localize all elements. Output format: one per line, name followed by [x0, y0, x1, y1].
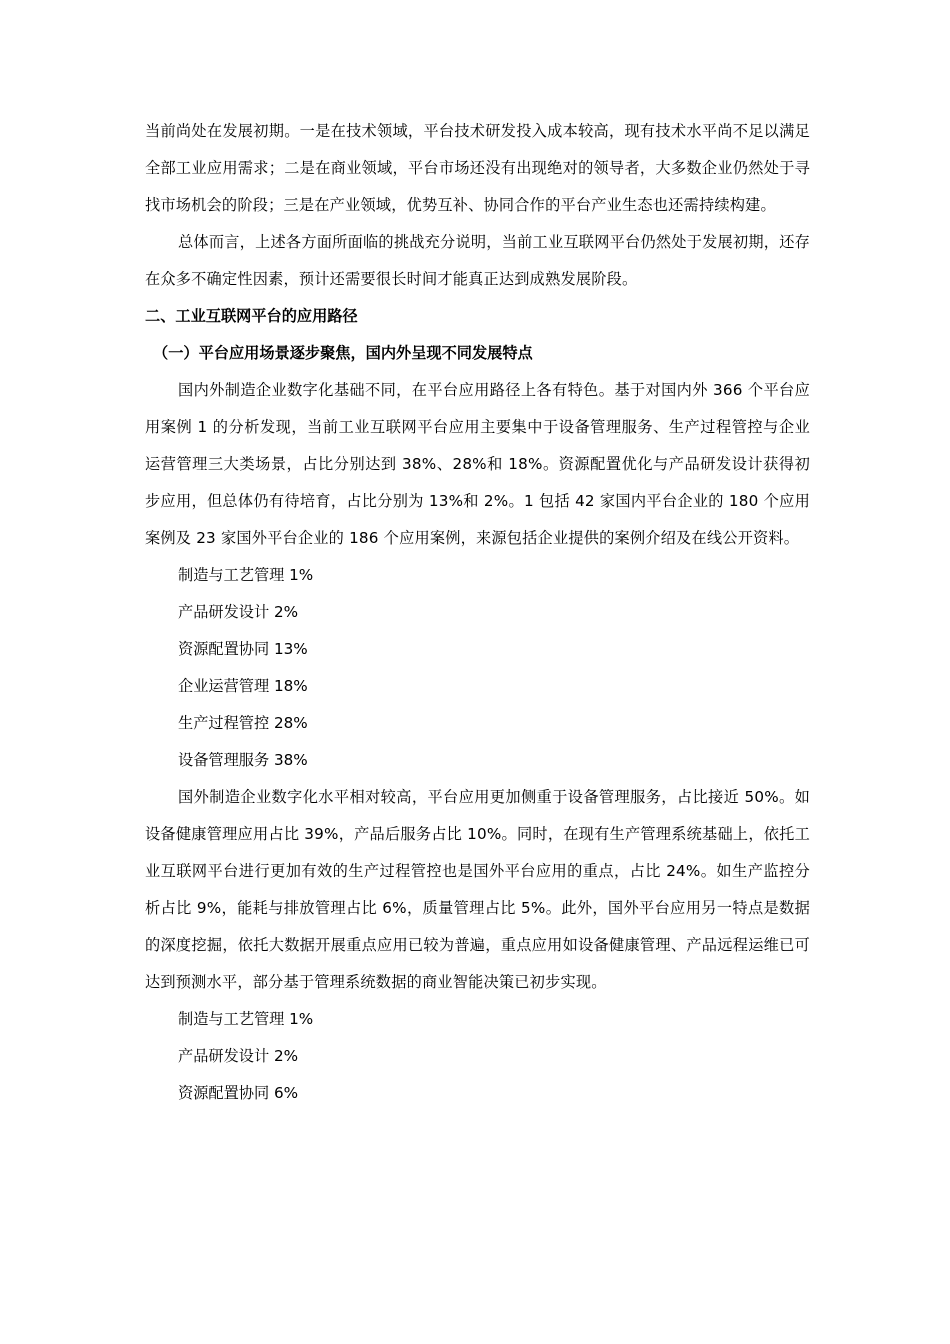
list-item: 产品研发设计 2%	[178, 1047, 299, 1065]
paragraph-challenges: 当前尚处在发展初期。一是在技术领域，平台技术研发投入成本较高，现有技术水平尚不足以满足全部工业应用需求；二是在商业领域，平台市场还没有出现绝对的领导者，大多数企业仍然处于寻找市场机会的阶段；三是在产业领域，优势互补、协同合作的平台产业生态也还需持续构建。	[145, 122, 810, 214]
list-item: 企业运营管理 18%	[178, 677, 308, 695]
list-item: 资源配置协同 6%	[178, 1084, 299, 1102]
list-item: 制造与工艺管理 1%	[178, 1010, 314, 1028]
list-item: 制造与工艺管理 1%	[178, 566, 314, 584]
list-item: 资源配置协同 13%	[178, 640, 308, 658]
document-page	[145, 113, 810, 1112]
subsection-heading: （一）平台应用场景逐步聚焦，国内外呈现不同发展特点	[153, 344, 533, 362]
list-item: 设备管理服务 38%	[178, 751, 308, 769]
section-heading: 二、工业互联网平台的应用路径	[145, 307, 358, 325]
list-item: 产品研发设计 2%	[178, 603, 299, 621]
paragraph-foreign-analysis: 国外制造企业数字化水平相对较高，平台应用更加侧重于设备管理服务，占比接近 50%。如设备健康管理应用占比 39%，产品后服务占比 10%。同时，在现有生产管理系统基础上，依托工业互联网平台进行更加有效的生产过程管控也是国外平台应用的重点，占比 24%。如生产监控分析占比 9%，能耗与排放管理占比 6%，质量管理占比 5%。此外，国外平台应用另一特点是数据的深度挖掘，依托大数据开展重点应用已较为普遍，重点应用如设备健康管理、产品远程运维已可达到预测水平，部分基于管理系统数据的商业智能决策已初步实现。	[145, 788, 810, 991]
list-item: 生产过程管控 28%	[178, 714, 308, 732]
paragraph-summary: 总体而言，上述各方面所面临的挑战充分说明，当前工业互联网平台仍然处于发展初期，还存在众多不确定性因素，预计还需要很长时间才能真正达到成熟发展阶段。	[145, 233, 810, 288]
domestic-application-list	[145, 557, 810, 779]
foreign-application-list	[145, 1001, 810, 1112]
paragraph-domestic-analysis: 国内外制造企业数字化基础不同，在平台应用路径上各有特色。基于对国内外 366 个平台应用案例 1 的分析发现，当前工业互联网平台应用主要集中于设备管理服务、生产过程管控与企业运营管理三大类场景，占比分别达到 38%、28%和 18%。资源配置优化与产品研发设计获得初步应用，但总体仍有待培育，占比分别为 13%和 2%。1 包括 42 家国内平台企业的 180 个应用案例及 23 家国外平台企业的 186 个应用案例，来源包括企业提供的案例介绍及在线公开资料。	[145, 381, 810, 547]
